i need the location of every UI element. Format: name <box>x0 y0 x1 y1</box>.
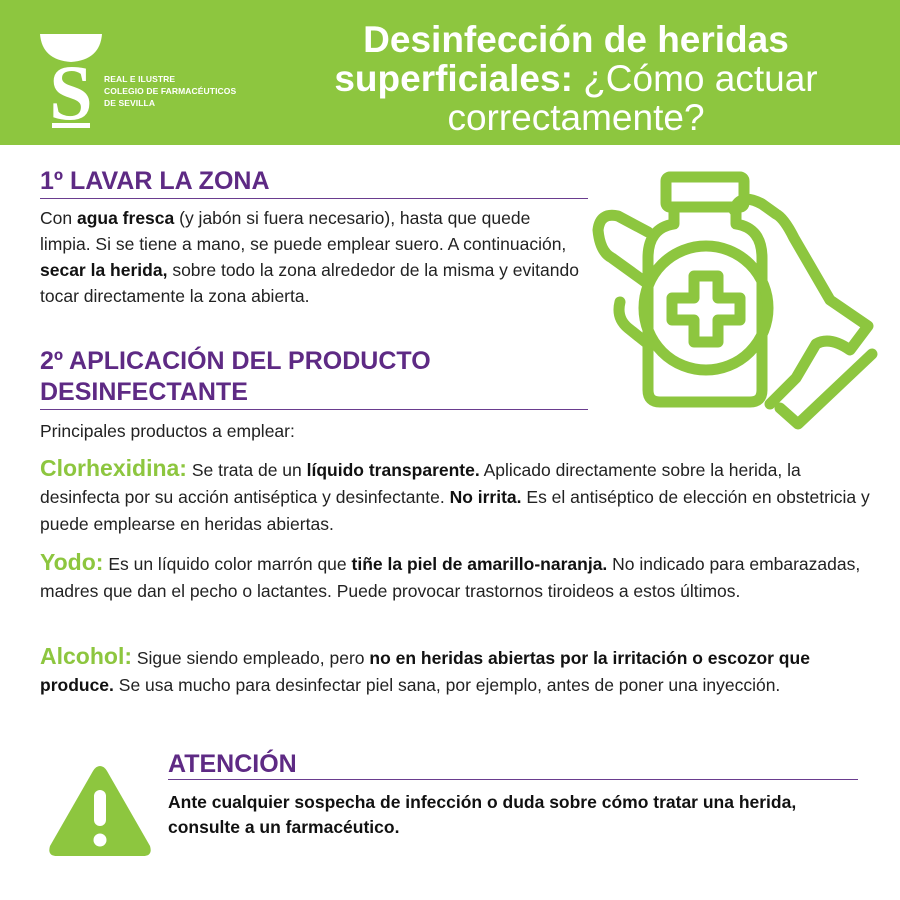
title-bold: superficiales: <box>334 58 573 99</box>
college-name-line: COLEGIO DE FARMACÉUTICOS <box>104 86 237 96</box>
text-run: Es el antiséptico de elección en obstetricia y puede emplearse en heridas abiertas. <box>40 487 870 534</box>
text-bold: tiñe la piel de amarillo-naranja. <box>351 554 608 574</box>
header-banner <box>0 0 900 145</box>
title-light: ¿Cómo actuar <box>572 58 818 99</box>
text-bold: No irrita. <box>449 487 522 507</box>
text-bold: secar la herida, <box>40 260 168 280</box>
step1-text <box>40 205 580 309</box>
college-name <box>104 73 236 109</box>
warning-triangle-icon <box>46 760 154 860</box>
text-bold: no en heridas abiertas por la irritación o escozor que produce. <box>40 648 810 695</box>
title-line <box>270 59 882 98</box>
text-bold: agua fresca <box>76 208 175 228</box>
attention-text: Ante cualquier sospecha de infección o duda sobre cómo tratar una herida, consulte a un farmacéutico. <box>168 792 797 837</box>
product-name: Clorhexidina: <box>40 455 187 481</box>
text-run: Se trata de un <box>186 460 307 480</box>
text-run: Aplicado directamente sobre la herida, la desinfecta por su acción antiséptica y desinfectante. <box>40 460 801 507</box>
text-run: No indicado para embarazadas, madres que dan el pecho o lactantes. Puede provocar trastornos tiroideos a estos últimos. <box>40 554 861 601</box>
product-name: Alcohol: <box>40 643 132 669</box>
title-line <box>270 98 882 137</box>
title-light: correctamente? <box>447 97 705 138</box>
step2-heading-line: DESINFECTANTE <box>40 378 248 406</box>
college-name-line: REAL E ILUSTRE <box>104 74 176 84</box>
product-clorhexidina <box>40 455 872 538</box>
product-name: Yodo: <box>40 549 104 575</box>
products-intro: Principales productos a emplear: <box>40 421 295 441</box>
step2-heading-line: 2º APLICACIÓN DEL PRODUCTO <box>40 347 431 375</box>
title-bold: Desinfección de heridas <box>363 19 789 60</box>
attention-heading: ATENCIÓN <box>168 749 858 780</box>
step1-heading: 1º LAVAR LA ZONA <box>40 166 588 199</box>
title-line <box>270 20 882 59</box>
text-run: Sigue siendo empleado, pero <box>132 648 370 668</box>
text-run: Con <box>40 208 77 228</box>
svg-text:S: S <box>49 49 93 130</box>
pharmacy-logo-icon <box>38 30 104 130</box>
hand-holding-disinfectant-bottle-icon <box>590 168 880 433</box>
text-run: Es un líquido color marrón que <box>103 554 352 574</box>
text-run: (y jabón si fuera necesario), hasta que quede limpia. Si se tiene a mano, se puede emplear suero. A continuación, <box>40 208 567 254</box>
product-yodo <box>40 549 872 605</box>
page-title <box>270 20 882 137</box>
text-run: Se usa mucho para desinfectar piel sana, por ejemplo, antes de poner una inyección. <box>113 675 781 695</box>
product-alcohol <box>40 643 872 699</box>
text-run: sobre todo la zona alrededor de la misma y evitando tocar directamente la zona abierta. <box>40 260 579 306</box>
college-name-line: DE SEVILLA <box>104 98 156 108</box>
step2-heading <box>40 346 588 410</box>
text-bold: líquido transparente. <box>306 460 480 480</box>
